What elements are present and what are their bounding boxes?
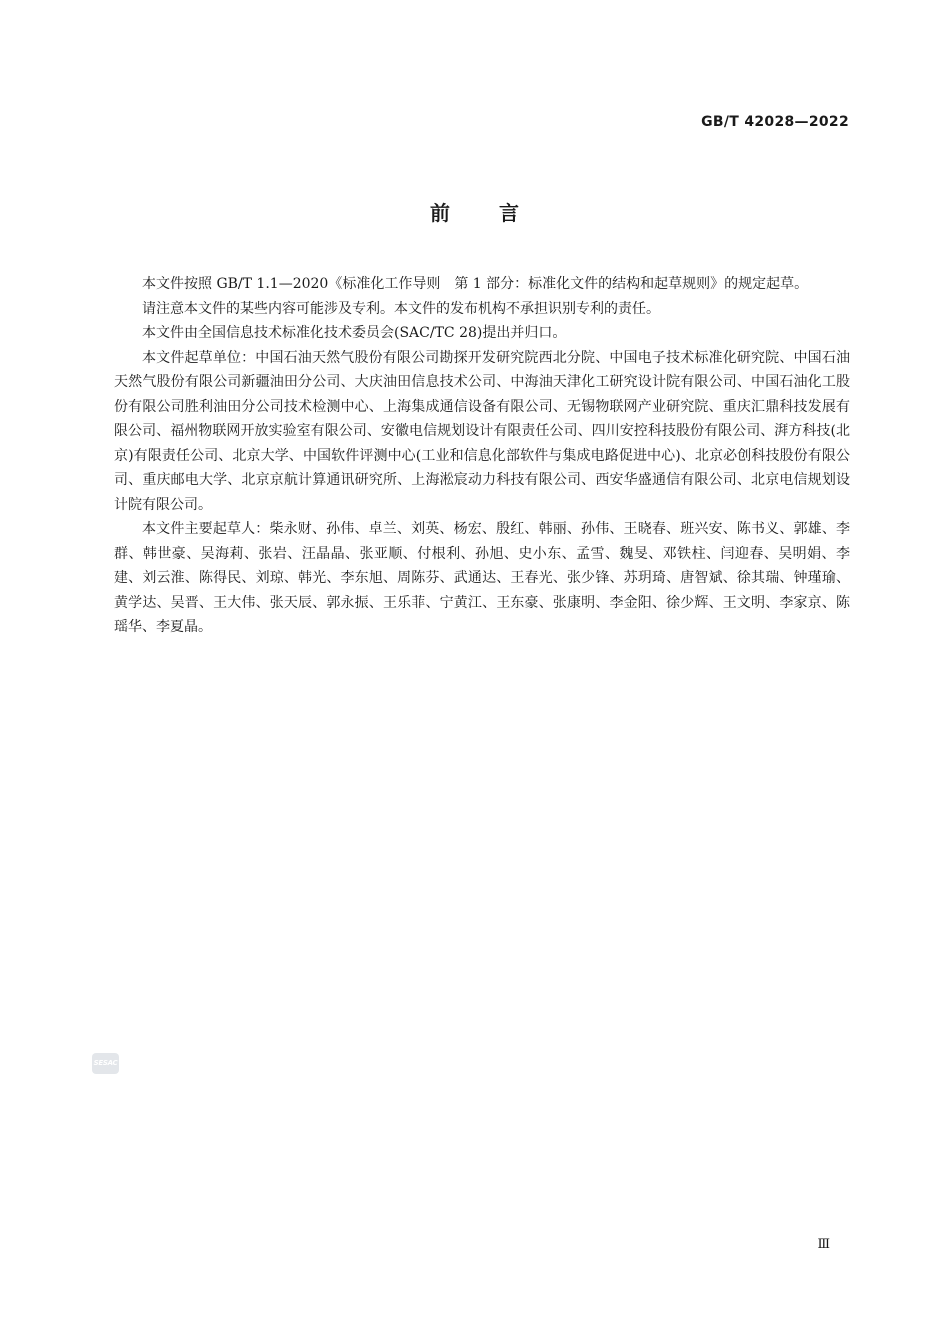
- foreword-body: [114, 272, 850, 640]
- page-number: Ⅲ: [817, 1237, 830, 1252]
- paragraph-drafters: 本文件主要起草人：柴永财、孙伟、卓兰、刘英、杨宏、殷红、韩丽、孙伟、王晓春、班兴安、陈书义、郭雄、李群、韩世豪、吴海莉、张岩、汪晶晶、张亚顺、付根利、孙旭、史小东、孟雪、魏旻、邓铁柱、闫迎春、吴明娟、李建、刘云淮、陈得民、刘琼、韩光、李东旭、周陈芬、武通达、王春光、张少锋、苏玥琦、唐智斌、徐其瑞、钟瑾瑜、黄学达、吴晋、王大伟、张天辰、郭永振、王乐菲、宁黄江、王东豪、张康明、李金阳、徐少辉、王文明、李家京、陈瑶华、李夏晶。: [114, 521, 850, 635]
- paragraph-proposer: 本文件由全国信息技术标准化技术委员会(SAC/TC 28)提出并归口。: [142, 325, 567, 341]
- paragraph-drafting-units: 本文件起草单位：中国石油天然气股份有限公司勘探开发研究院西北分院、中国电子技术标准化研究院、中国石油天然气股份有限公司新疆油田分公司、大庆油田信息技术公司、中海油天津化工研究设计院有限公司、中国石油化工股份有限公司胜利油田分公司技术检测中心、上海集成通信设备有限公司、无锡物联网产业研究院、重庆汇鼎科技发展有限公司、福州物联网开放实验室有限公司、安徽电信规划设计有限责任公司、四川安控科技股份有限公司、湃方科技(北京)有限责任公司、北京大学、中国软件评测中心(工业和信息化部软件与集成电路促进中心)、北京必创科技股份有限公司、重庆邮电大学、北京京航计算通讯研究所、上海淞宸动力科技有限公司、西安华盛通信有限公司、北京电信规划设计院有限公司。: [114, 349, 850, 513]
- standard-number: GB/T 42028—2022: [701, 114, 849, 130]
- page-title: [0, 197, 950, 226]
- paragraph-patent-notice: 请注意本文件的某些内容可能涉及专利。本文件的发布机构不承担识别专利的责任。: [142, 300, 660, 317]
- title-char-2: 言: [499, 201, 520, 225]
- watermark-logo: SESAC: [92, 1053, 119, 1074]
- title-char-1: 前: [430, 201, 451, 225]
- paragraph-drafting-rules: 本文件按照 GB/T 1.1—2020《标准化工作导则 第 1 部分：标准化文件的结构和起草规则》的规定起草。: [142, 276, 809, 292]
